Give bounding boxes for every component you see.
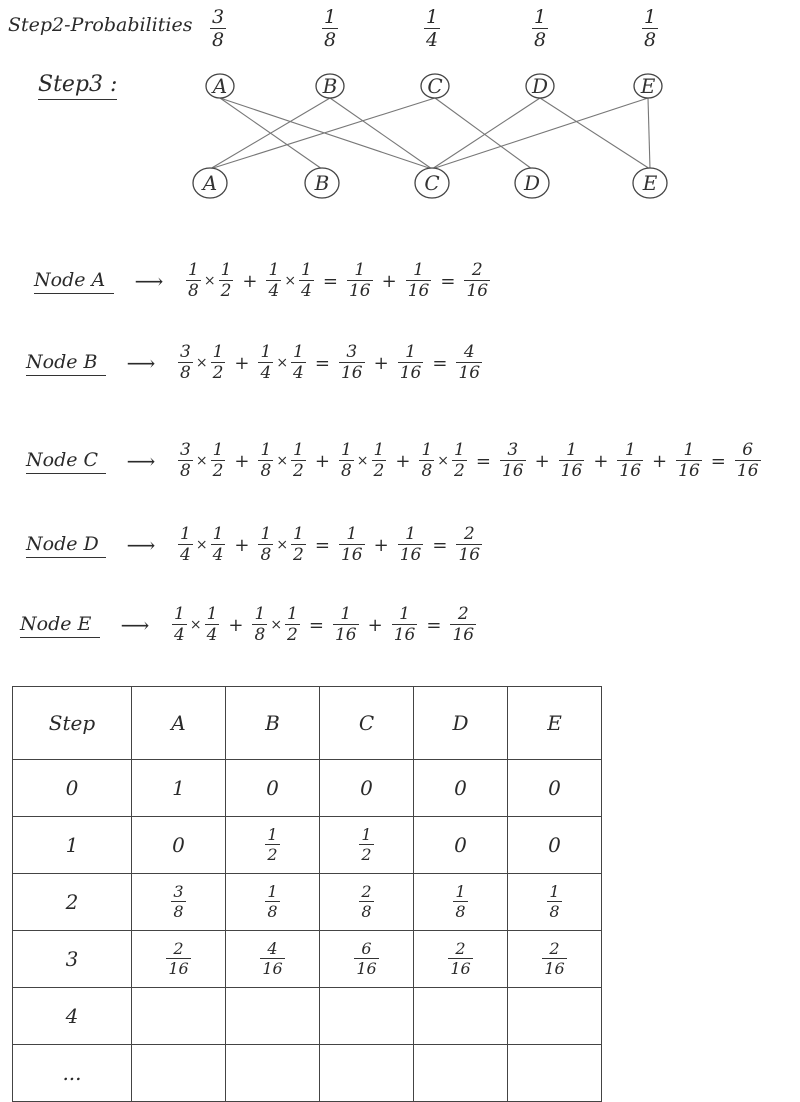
- term-factor: [211, 442, 226, 480]
- graph-edge: [210, 98, 330, 169]
- denominator: 8: [267, 902, 278, 921]
- numerator: 1: [293, 342, 304, 362]
- plus-sign: +: [314, 450, 330, 472]
- term-factor: [252, 606, 267, 644]
- numerator: 2: [173, 939, 184, 958]
- denominator: 4: [293, 363, 304, 383]
- term-factor: [219, 262, 234, 300]
- cell-fraction: [354, 941, 378, 977]
- denominator: 8: [340, 461, 352, 481]
- term-factor: [258, 442, 273, 480]
- denominator: 8: [260, 461, 272, 481]
- plus-sign: +: [234, 534, 250, 556]
- denominator: 8: [644, 29, 657, 51]
- probability-cell: [320, 874, 414, 931]
- numerator: 1: [405, 524, 416, 544]
- numerator: 1: [373, 440, 385, 460]
- numerator: 2: [455, 939, 466, 958]
- term-factor: [372, 442, 387, 480]
- denominator: 4: [180, 545, 191, 565]
- result-fraction: [464, 262, 490, 300]
- times-sign: ×: [195, 453, 208, 469]
- denominator: 16: [356, 959, 377, 978]
- table-row: [13, 988, 602, 1045]
- cell-fraction: [171, 884, 185, 920]
- term-factor: [205, 606, 220, 644]
- arrow-icon: ⟶: [126, 449, 156, 473]
- plus-sign: +: [395, 450, 411, 472]
- probability-cell: [508, 988, 602, 1045]
- probability-cell: [508, 931, 602, 988]
- denominator: 16: [678, 461, 700, 481]
- probability-cell: [508, 1045, 602, 1102]
- probability-table: [12, 686, 602, 1102]
- probability-cell: [132, 874, 226, 931]
- cell-fraction: [547, 884, 561, 920]
- step2-label: Step2-Probabilities: [8, 14, 193, 36]
- table-row: [13, 817, 602, 874]
- numerator: 1: [324, 6, 337, 28]
- denominator: 16: [450, 959, 471, 978]
- denominator: 4: [268, 281, 280, 301]
- graph-edge: [435, 98, 532, 169]
- graph-node-label: E: [640, 74, 656, 98]
- denominator: 4: [212, 545, 224, 565]
- term-factor: [178, 526, 193, 564]
- arrow-icon: ⟶: [120, 613, 150, 637]
- equals-sign: =: [440, 270, 456, 292]
- denominator: 16: [348, 281, 371, 301]
- graph-node-label: B: [322, 74, 338, 98]
- probability-cell: [226, 1045, 320, 1102]
- equals-sign: =: [432, 534, 448, 556]
- denominator: 16: [619, 461, 642, 481]
- numerator: 3: [180, 440, 191, 460]
- denominator: 4: [426, 29, 439, 51]
- denominator: 2: [212, 461, 224, 481]
- numerator: 3: [180, 342, 191, 362]
- denominator: 16: [560, 461, 583, 481]
- term-factor: [291, 442, 306, 480]
- equation-row: [26, 344, 484, 382]
- graph-edge: [540, 98, 650, 169]
- term-factor: [266, 262, 281, 300]
- sum-term: [347, 262, 373, 300]
- result-fraction: [450, 606, 476, 644]
- graph-nodes: [193, 74, 667, 198]
- step-cell: 3: [13, 931, 132, 988]
- sum-term: [333, 606, 359, 644]
- step-cell: 0: [13, 760, 132, 817]
- denominator: 16: [466, 281, 489, 301]
- cell-fraction: [448, 941, 472, 977]
- denominator: 8: [260, 545, 272, 565]
- numerator: 1: [361, 825, 372, 844]
- probability-cell: 1: [132, 760, 226, 817]
- probability-cell: [320, 817, 414, 874]
- sum-term: [392, 606, 418, 644]
- denominator: 2: [220, 281, 232, 301]
- plus-sign: +: [228, 614, 244, 636]
- graph-edges: [210, 98, 650, 169]
- probability-cell: 0: [414, 760, 508, 817]
- numerator: 1: [260, 524, 272, 544]
- numerator: 3: [212, 6, 225, 28]
- times-sign: ×: [284, 273, 297, 289]
- probability-cell: [508, 874, 602, 931]
- graph-node-label: D: [531, 74, 549, 98]
- numerator: 1: [267, 882, 278, 901]
- numerator: 1: [454, 440, 465, 460]
- probability-cell: [226, 931, 320, 988]
- times-sign: ×: [195, 355, 208, 371]
- denominator: 2: [454, 461, 465, 481]
- arrow-icon: ⟶: [126, 351, 156, 375]
- numerator: 1: [287, 604, 298, 624]
- plus-sign: +: [534, 450, 550, 472]
- denominator: 16: [393, 625, 416, 645]
- plus-sign: +: [234, 352, 250, 374]
- plus-sign: +: [381, 270, 397, 292]
- denominator: 2: [267, 845, 278, 864]
- cell-fraction: [166, 941, 190, 977]
- term-factor: [452, 442, 467, 480]
- numerator: 1: [340, 604, 352, 624]
- term-factor: [258, 526, 273, 564]
- cell-fraction: [265, 884, 279, 920]
- term-factor: [291, 344, 306, 382]
- denominator: 16: [340, 545, 363, 565]
- equals-sign: =: [322, 270, 338, 292]
- probability-cell: 0: [132, 817, 226, 874]
- denominator: 16: [334, 625, 357, 645]
- probability-cell: [226, 988, 320, 1045]
- denominator: 16: [501, 461, 524, 481]
- denominator: 8: [534, 29, 547, 51]
- denominator: 16: [407, 281, 430, 301]
- denominator: 16: [340, 363, 363, 383]
- graph-edge: [330, 98, 432, 169]
- cell-fraction: [359, 827, 373, 863]
- graph-edge: [432, 98, 648, 169]
- sum-term: [617, 442, 643, 480]
- graph-node-label: B: [314, 171, 330, 195]
- equation-node-label: Node D: [26, 533, 106, 558]
- cell-fraction: [542, 941, 566, 977]
- numerator: 1: [549, 882, 560, 901]
- table-row: [13, 760, 602, 817]
- plus-sign: +: [652, 450, 668, 472]
- denominator: 8: [180, 363, 191, 383]
- denominator: 8: [324, 29, 337, 51]
- term-factor: [178, 442, 193, 480]
- table-row: [13, 1045, 602, 1102]
- denominator: 8: [549, 902, 560, 921]
- probability-cell: [414, 931, 508, 988]
- numerator: 4: [267, 939, 278, 958]
- equals-sign: =: [426, 614, 442, 636]
- probability-cell: [132, 988, 226, 1045]
- numerator: 1: [206, 604, 218, 624]
- table-header-cell: E: [508, 687, 602, 760]
- equals-sign: =: [314, 534, 330, 556]
- plus-sign: +: [234, 450, 250, 472]
- equation-row: [26, 526, 484, 564]
- numerator: 1: [624, 440, 636, 460]
- numerator: 1: [260, 342, 272, 362]
- numerator: 1: [340, 440, 352, 460]
- numerator: 3: [346, 342, 358, 362]
- table-header-cell: D: [414, 687, 508, 760]
- result-fraction: [456, 344, 482, 382]
- numerator: 2: [361, 882, 372, 901]
- times-sign: ×: [270, 617, 283, 633]
- denominator: 2: [361, 845, 372, 864]
- numerator: 1: [254, 604, 266, 624]
- graph-node-label: C: [427, 74, 443, 98]
- numerator: 1: [644, 6, 657, 28]
- sum-term: [398, 526, 424, 564]
- denominator: 16: [262, 959, 283, 978]
- denominator: 16: [458, 545, 481, 565]
- step-cell: 4: [13, 988, 132, 1045]
- denominator: 8: [188, 281, 199, 301]
- denominator: 2: [293, 461, 304, 481]
- graph-edge: [648, 98, 650, 169]
- numerator: 1: [354, 260, 366, 280]
- probability-cell: [320, 988, 414, 1045]
- term-factor: [186, 262, 201, 300]
- denominator: 8: [361, 902, 372, 921]
- equals-sign: =: [475, 450, 491, 472]
- plus-sign: +: [242, 270, 258, 292]
- equation-row: [20, 606, 478, 644]
- probability-cell: [226, 817, 320, 874]
- step-cell: 1: [13, 817, 132, 874]
- equation-row: [34, 262, 492, 300]
- numerator: 2: [457, 604, 469, 624]
- graph-node-label: D: [523, 171, 541, 195]
- probability-cell: [414, 988, 508, 1045]
- equation-node-label: Node B: [26, 351, 106, 376]
- sum-term: [559, 442, 585, 480]
- result-fraction: [456, 526, 482, 564]
- numerator: 1: [220, 260, 232, 280]
- numerator: 1: [212, 342, 224, 362]
- probability-cell: [414, 874, 508, 931]
- times-sign: ×: [276, 355, 289, 371]
- denominator: 16: [399, 363, 422, 383]
- step-cell: ...: [13, 1045, 132, 1102]
- denominator: 4: [206, 625, 218, 645]
- times-sign: ×: [276, 453, 289, 469]
- numerator: 1: [293, 524, 304, 544]
- probability-cell: 0: [414, 817, 508, 874]
- equation-row: [26, 442, 763, 480]
- denominator: 16: [399, 545, 422, 565]
- denominator: 4: [301, 281, 312, 301]
- numerator: 1: [413, 260, 424, 280]
- times-sign: ×: [189, 617, 202, 633]
- numerator: 3: [173, 882, 184, 901]
- denominator: 16: [168, 959, 189, 978]
- probability-cell: [320, 931, 414, 988]
- denominator: 2: [212, 363, 224, 383]
- term-factor: [285, 606, 300, 644]
- denominator: 2: [287, 625, 298, 645]
- table-header-cell: C: [320, 687, 414, 760]
- term-factor: [299, 262, 314, 300]
- arrow-icon: ⟶: [134, 269, 164, 293]
- probability-cell: [414, 1045, 508, 1102]
- term-factor: [178, 344, 193, 382]
- plus-sign: +: [373, 534, 389, 556]
- probability-cell: [226, 874, 320, 931]
- graph-edge: [432, 98, 540, 169]
- table-row: [13, 931, 602, 988]
- numerator: 1: [188, 260, 199, 280]
- denominator: 2: [293, 545, 304, 565]
- term-factor: [291, 526, 306, 564]
- numerator: 1: [212, 440, 224, 460]
- equals-sign: =: [432, 352, 448, 374]
- numerator: 1: [566, 440, 577, 460]
- term-factor: [172, 606, 187, 644]
- probability-cell: 0: [508, 817, 602, 874]
- numerator: 1: [399, 604, 410, 624]
- numerator: 1: [260, 440, 272, 460]
- times-sign: ×: [195, 537, 208, 553]
- term-factor: [211, 344, 226, 382]
- cell-fraction: [453, 884, 467, 920]
- equation-node-label: Node A: [34, 269, 114, 294]
- term-factor: [258, 344, 273, 382]
- denominator: 16: [458, 363, 481, 383]
- step3-label: Step3 :: [38, 72, 117, 100]
- denominator: 8: [173, 902, 184, 921]
- times-sign: ×: [437, 453, 450, 469]
- table-header-cell: Step: [13, 687, 132, 760]
- arrow-icon: ⟶: [126, 533, 156, 557]
- term-factor: [211, 526, 226, 564]
- cell-fraction: [359, 884, 373, 920]
- graph-node-label: E: [642, 171, 658, 195]
- denominator: 8: [212, 29, 225, 51]
- probability-cell: 0: [508, 760, 602, 817]
- numerator: 1: [534, 6, 547, 28]
- equals-sign: =: [308, 614, 324, 636]
- sum-term: [406, 262, 432, 300]
- denominator: 8: [254, 625, 266, 645]
- numerator: 1: [455, 882, 466, 901]
- plus-sign: +: [593, 450, 609, 472]
- numerator: 2: [549, 939, 560, 958]
- numerator: 4: [463, 342, 475, 362]
- cell-fraction: [260, 941, 284, 977]
- probability-cell: 0: [226, 760, 320, 817]
- denominator: 16: [452, 625, 475, 645]
- numerator: 1: [346, 524, 358, 544]
- denominator: 2: [373, 461, 385, 481]
- numerator: 1: [267, 825, 278, 844]
- times-sign: ×: [276, 537, 289, 553]
- probability-cell: [132, 931, 226, 988]
- denominator: 8: [180, 461, 191, 481]
- sum-term: [500, 442, 526, 480]
- probability-cell: [132, 1045, 226, 1102]
- table-header-row: [13, 687, 602, 760]
- denominator: 16: [544, 959, 565, 978]
- numerator: 1: [301, 260, 312, 280]
- numerator: 1: [683, 440, 695, 460]
- denominator: 16: [736, 461, 759, 481]
- table-header-cell: B: [226, 687, 320, 760]
- term-factor: [419, 442, 434, 480]
- numerator: 1: [405, 342, 416, 362]
- result-fraction: [735, 442, 761, 480]
- numerator: 6: [361, 939, 372, 958]
- graph-node-label: C: [424, 171, 440, 195]
- table-row: [13, 874, 602, 931]
- times-sign: ×: [356, 453, 369, 469]
- equals-sign: =: [710, 450, 726, 472]
- times-sign: ×: [203, 273, 216, 289]
- sum-term: [398, 344, 424, 382]
- numerator: 1: [421, 440, 433, 460]
- numerator: 1: [174, 604, 185, 624]
- numerator: 1: [426, 6, 439, 28]
- numerator: 1: [293, 440, 304, 460]
- numerator: 1: [268, 260, 280, 280]
- denominator: 4: [174, 625, 185, 645]
- denominator: 4: [260, 363, 272, 383]
- sum-term: [339, 344, 365, 382]
- plus-sign: +: [373, 352, 389, 374]
- denominator: 8: [421, 461, 433, 481]
- probability-cell: 0: [320, 760, 414, 817]
- numerator: 1: [180, 524, 191, 544]
- sum-term: [339, 526, 365, 564]
- denominator: 8: [455, 902, 466, 921]
- table-header-cell: A: [132, 687, 226, 760]
- equation-node-label: Node E: [20, 613, 100, 638]
- plus-sign: +: [367, 614, 383, 636]
- sum-term: [676, 442, 702, 480]
- numerator: 1: [212, 524, 224, 544]
- numerator: 3: [507, 440, 519, 460]
- equation-node-label: Node C: [26, 449, 106, 474]
- equals-sign: =: [314, 352, 330, 374]
- numerator: 2: [463, 524, 475, 544]
- probability-cell: [320, 1045, 414, 1102]
- numerator: 2: [471, 260, 483, 280]
- graph-node-label: A: [202, 171, 218, 195]
- numerator: 6: [742, 440, 754, 460]
- term-factor: [339, 442, 354, 480]
- step-cell: 2: [13, 874, 132, 931]
- graph-node-label: A: [212, 74, 228, 98]
- cell-fraction: [265, 827, 279, 863]
